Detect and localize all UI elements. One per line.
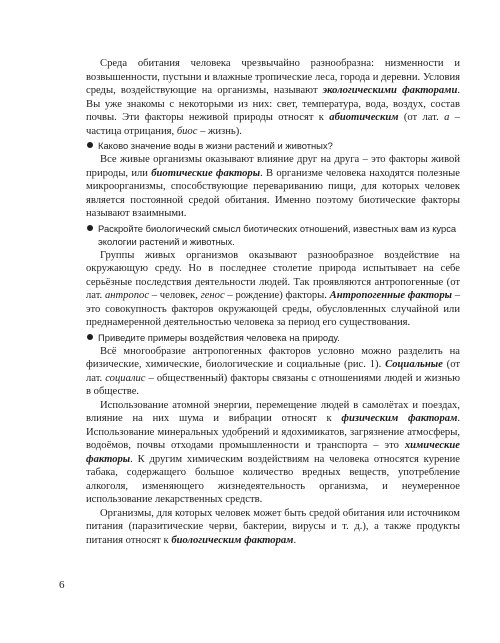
- paragraph: [86, 399, 460, 507]
- etymology-word: антропос: [104, 290, 150, 301]
- paragraph: [86, 249, 460, 330]
- etymology-word: социалис: [105, 372, 146, 384]
- text-run: – это совокупность факторов окружающей среды, обусловленных случайной или преднамеренной деятельностью человека за период его существования.: [86, 290, 461, 328]
- text-run: Организмы, для которых человек может быть средой обитания или источником питания (паразитические черви, бактерии, вирусы и т. д.), а также продукты питания относят к: [86, 507, 460, 546]
- paragraph: [86, 507, 460, 548]
- key-term: физическим факторам: [341, 413, 458, 424]
- text-run: Использование атомной энергии, перемещение людей в самолётах и поездах, влияние на них шума и вибрации относят к: [86, 399, 460, 424]
- question-prompt: [86, 139, 460, 152]
- paragraph: [86, 57, 460, 138]
- text-run: . Вы уже знакомы с некоторыми из них: свет, температура, вода, воздух, состав почвы. Эти факторы неживой природы относят к: [86, 85, 460, 123]
- text-run: – частица отрицания,: [86, 112, 460, 137]
- body-text: [86, 57, 460, 547]
- text-run: Среда обитания человека чрезвычайно разнообразна: низменности и возвышенности, пустыни и влажные тропические леса, города и деревни. Условия среды, воздействующие на организмы, называют: [86, 58, 460, 96]
- text-run: – жизнь).: [197, 125, 242, 137]
- text-run: – общественный) факторы связаны с отношениями людей и жизнью в обществе.: [86, 372, 460, 397]
- text-run: – человек,: [149, 290, 201, 301]
- text-run: (от лат.: [86, 359, 460, 384]
- text-run: Каково значение воды в жизни растений и животных?: [98, 140, 333, 151]
- bullet-icon: [87, 225, 93, 231]
- text-run: Раскройте биологический смысл биотических отношений, известных вам из курса экологии растений и животных.: [98, 222, 457, 247]
- key-term: экологическими факторами: [322, 85, 458, 96]
- bullet-icon: [87, 142, 93, 148]
- key-term: Социальные: [385, 359, 443, 370]
- text-run: – рождение) факторы.: [224, 290, 330, 301]
- text-run: Группы живых организмов оказывают разнообразное воздействие на окружающую среду. Но в последнее столетие природа испытывает на себе серьёзные последствия деятельности людей. Так проявляются антропогенные (от лат.: [86, 249, 460, 301]
- text-run: . В организме человека находятся полезные микроорганизмы, способствующие перевариванию пищи, для которых человек является постоянной средой обитания. Именно поэтому биотические факторы называют взаимными.: [86, 167, 460, 219]
- key-term: биотические факторы: [151, 167, 261, 179]
- paragraph: [86, 153, 460, 221]
- key-term: Антропогенные факторы: [329, 290, 452, 301]
- etymology-word: генос: [200, 290, 225, 301]
- bullet-icon: [87, 334, 93, 340]
- key-term: абиотическим: [329, 112, 399, 123]
- etymology-word: биос: [176, 125, 198, 137]
- text-run: . Использование минеральных удобрений и ядохимикатов, загрязнение атмосферы, водоёмов, почвы отходами промышленности и транспорта – это: [86, 413, 460, 451]
- text-run: Все живые организмы оказывают влияние друг на друга – это факторы живой природы, или: [86, 154, 460, 179]
- key-term: химические факторы: [86, 440, 460, 465]
- text-run: Приведите примеры воздействия человека на природу.: [98, 331, 340, 343]
- text-run: . К другим химическим воздействиям на человека относятся курение табака, содержащего большое количество вредных веществ, употребление алкоголя, изменяющего жизнедеятельность организма, и неумеренное использование лекарственных средств.: [86, 453, 460, 505]
- text-run: Всё многообразие антропогенных факторов условно можно разделить на физические, химические, биологические и социальные (рис. 1).: [86, 345, 460, 370]
- etymology-word: а: [444, 112, 450, 123]
- text-run: (от лат.: [398, 112, 445, 123]
- question-prompt: [86, 331, 460, 344]
- key-term: биологическим факторам: [171, 534, 294, 546]
- page-number: 6: [59, 579, 65, 591]
- text-run: .: [293, 534, 297, 546]
- question-prompt: [86, 222, 460, 248]
- paragraph: [86, 345, 460, 399]
